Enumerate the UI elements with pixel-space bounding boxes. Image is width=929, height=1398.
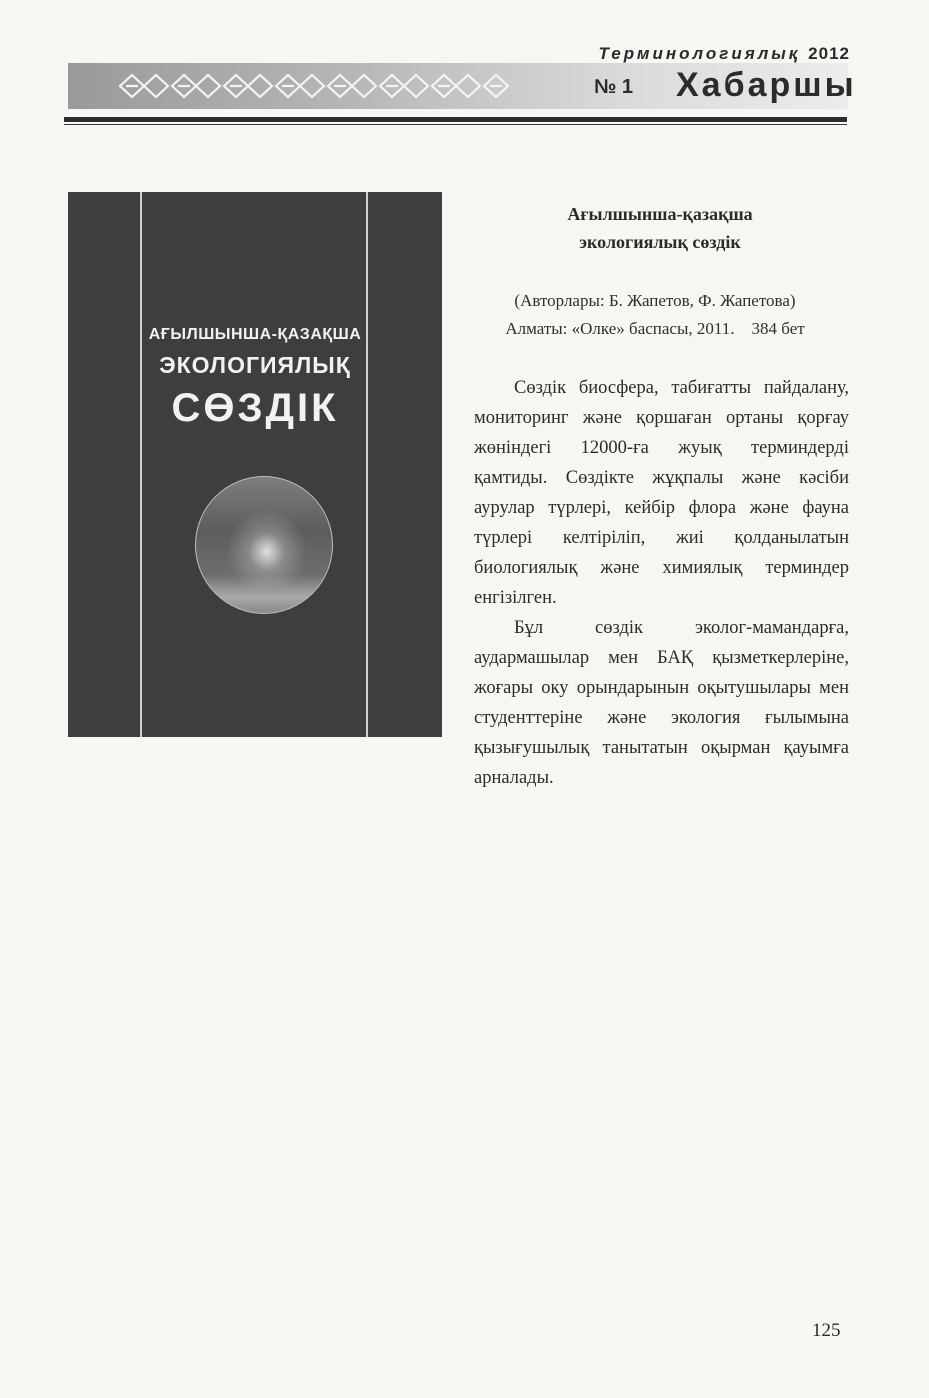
article-title-line1: Ағылшынша-қазақша — [567, 204, 753, 224]
journal-title: Хабаршы — [676, 66, 857, 104]
body-paragraph: Бұл сөздік эколог-мамандарға, аудармашылар мен БАҚ қызметкерлеріне, жоғары оку орындарынын оқытушылары мен студенттеріне және экология ғылымына қызығушылық танытатын оқырман қауымға арналады. — [474, 618, 849, 788]
cover-title-line3: СӨЗДІК — [171, 386, 339, 430]
book-meta — [460, 287, 850, 343]
journal-name-text: Терминологиялық — [598, 44, 801, 63]
article-body — [474, 373, 849, 793]
journal-name — [560, 44, 850, 64]
header-rule-thin — [64, 124, 847, 125]
cover-line-left — [140, 192, 142, 737]
article-title-line2: экологиялық сөздік — [579, 232, 741, 252]
issue-number: № 1 — [594, 76, 633, 98]
cover-forest-image — [195, 476, 333, 614]
ornament-pattern — [116, 71, 526, 101]
page-number: 125 — [812, 1320, 841, 1341]
book-publisher: Алматы: «Олке» баспасы, 2011. 384 бет — [505, 319, 805, 338]
cover-line-right — [366, 192, 368, 737]
book-authors: (Авторлары: Б. Жапетов, Ф. Жапетова) — [514, 291, 796, 310]
header-rule-thick — [64, 117, 847, 122]
cover-title-line2: ЭКОЛОГИЯЛЫҚ — [159, 352, 351, 378]
article-title — [470, 200, 850, 256]
book-cover — [68, 192, 442, 737]
journal-year: 2012 — [808, 44, 850, 63]
cover-title-line1: АҒЫЛШЫНША-ҚАЗАҚША — [148, 326, 362, 343]
body-paragraph: Сөздік биосфера, табиғатты пайдалану, мониторинг және қоршаған ортаны қорғау жөніндегі 12000-ға жуық терминдерді қамтиды. Сөздікте жұқпалы және кәсіби аурулар түрлері, кейбір флора және фауна түрлері келтіріліп, жиі қолданылатын биологиялық және химиялық терминдер енгізілген. — [474, 378, 849, 608]
